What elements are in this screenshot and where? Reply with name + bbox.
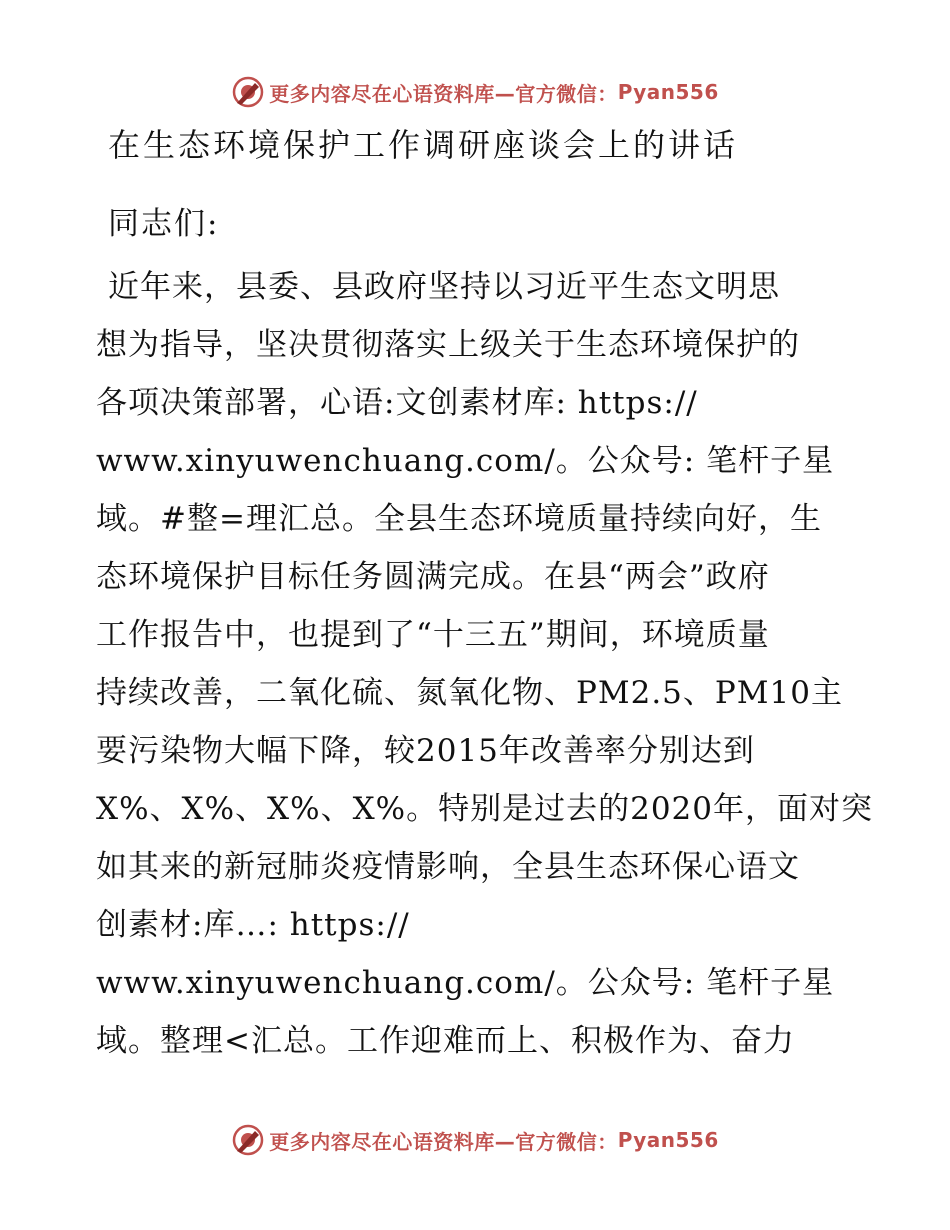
header-banner <box>0 72 950 112</box>
document-title: 在生态环境保护工作调研座谈会上的讲话 <box>108 126 739 164</box>
text-line: X%、X%、X%、X%。特别是过去的2020年，面对突 <box>96 791 873 827</box>
text-line: 要污染物大幅下降，较2015年改善率分别达到 <box>96 733 755 769</box>
text-line: www.xinyuwenchuang.com/。公众号: 笔杆子星 <box>96 443 835 479</box>
wechat-id: Pyan556 <box>617 80 719 104</box>
text-line: 如其来的新冠肺炎疫情影响，全县生态环保心语文 <box>96 849 800 885</box>
text-line: 近年来，县委、县政府坚持以习近平生态文明思 <box>108 269 780 305</box>
banner-text: 更多内容尽在心语资料库—官方微信： <box>269 1129 618 1154</box>
text-line: 态环境保护目标任务圆满完成。在县“两会”政府 <box>96 559 770 595</box>
body-paragraph <box>96 258 873 1070</box>
text-line: 创素材:库…: https:// <box>96 907 410 943</box>
text-line: 域。#整=理汇总。全县生态环境质量持续向好，生 <box>96 501 822 537</box>
text-line: 工作报告中，也提到了“十三五”期间，环境质量 <box>96 617 770 653</box>
pen-logo-icon <box>231 1123 265 1157</box>
text-line: 持续改善，二氧化硫、氮氧化物、PM2.5、PM10主 <box>96 675 843 711</box>
text-line: www.xinyuwenchuang.com/。公众号: 笔杆子星 <box>96 965 835 1001</box>
greeting: 同志们: <box>108 206 220 242</box>
footer-banner <box>0 1120 950 1160</box>
text-line: 想为指导，坚决贯彻落实上级关于生态环境保护的 <box>96 327 800 363</box>
wechat-id: Pyan556 <box>617 1128 719 1152</box>
text-line: 域。整理<汇总。工作迎难而上、积极作为、奋力 <box>96 1023 795 1059</box>
banner-text: 更多内容尽在心语资料库—官方微信： <box>269 81 618 106</box>
pen-logo-icon <box>231 75 265 109</box>
text-line: 各项决策部署，心语:文创素材库: https:// <box>96 385 698 421</box>
